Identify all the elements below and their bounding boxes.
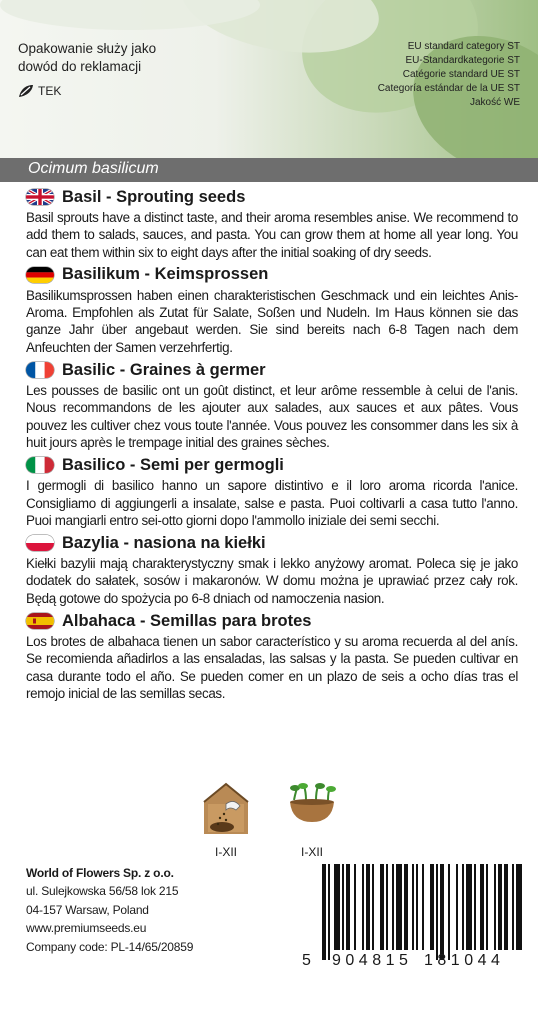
- germany-flag: [26, 267, 54, 283]
- notice-line: Opakowanie służy jako: [18, 41, 157, 56]
- language-section-pl: [26, 532, 518, 607]
- barcode-bar: [346, 864, 350, 950]
- barcode-bar: [386, 864, 388, 950]
- latin-name: Ocimum basilicum: [28, 160, 159, 177]
- barcode-bar: [486, 864, 488, 950]
- company-code: Company code: PL-14/65/20859: [26, 939, 194, 954]
- sowing-indoors-icon: [200, 780, 252, 836]
- barcode-bar: [322, 864, 326, 960]
- language-section-en: [26, 186, 518, 261]
- barcode-bar: [480, 864, 484, 950]
- section-title: Bazylia - nasiona na kiełki: [62, 533, 266, 552]
- tek-leaf-icon: [18, 84, 34, 98]
- barcode-bar: [430, 864, 434, 950]
- standard-line: Catégorie standard UE ST: [402, 69, 520, 80]
- standard-line: Jakość WE: [469, 97, 520, 108]
- section-text: Basilikumsprossen haben einen charakteristischen Geschmack und ein leichtes Anis-Aroma. Empfohlen als Zutat für Salate, Soßen und Nudeln. Im Haus können sie das ganze Jahr über angebaut werden. Sie sind bereits nach 6-8 Tagen nach dem Anfeuchten der Samen verzehrfertig.: [26, 287, 518, 355]
- uk-flag: [26, 189, 54, 205]
- barcode-bar: [380, 864, 384, 950]
- barcode-bar: [466, 864, 472, 950]
- barcode-bar: [328, 864, 330, 960]
- notice-line: dowód do reklamacji: [18, 59, 142, 74]
- description-list: [26, 186, 518, 705]
- barcode-bar: [404, 864, 408, 950]
- complaint-notice: [18, 40, 218, 76]
- barcode-bar: [512, 864, 514, 950]
- latin-name-bar: [0, 158, 538, 182]
- company-info: [26, 864, 193, 956]
- company-city: 04-157 Warsaw, Poland: [26, 902, 149, 917]
- eu-standard-list: [378, 40, 520, 110]
- barcode-bar: [362, 864, 364, 950]
- barcode-bar: [440, 864, 444, 960]
- barcode-bar: [504, 864, 508, 950]
- ean-barcode: [300, 864, 524, 970]
- barcode-bar: [416, 864, 418, 950]
- section-title: Basilico - Semi per germogli: [62, 455, 284, 474]
- sprouts-icon-group: [282, 780, 342, 859]
- section-text: Kiełki bazylii mają charakterystyczny smak i lekko anyżowy aromat. Poleca się je jako dodatek do sałatek, sosów i makaronów. W domu można je uprawiać przez cały rok. Będą gotowe do spożycia po 6-8 dniach od namoczenia nasion.: [26, 556, 518, 606]
- section-title: Basil - Sprouting seeds: [62, 187, 246, 206]
- barcode-bar: [354, 864, 356, 950]
- section-title: Albahaca - Semillas para brotes: [62, 611, 312, 630]
- section-text: I germogli di basilico hanno un sapore distintivo e il loro aroma ricorda l'anice. Consigliamo di aggiungerli a insalate, salse e pasta. Puoi coltivarli a casa tutto l'anno. Puoi mangiarli entro sei-otto giorni dopo l'ammollo iniziale dei semi secchi.: [26, 478, 518, 528]
- section-text: Les pousses de basilic ont un goût distinct, et leur arôme ressemble à celui de l'anis. Nous recommandons de les ajouter aux salades, aux sauces et aux pâtes. Vous pouvez les cultiver chez vous toute l'année. Vous pouvez les consommer dans les six à huit jours après le trempage initial des graines sèches.: [26, 383, 518, 450]
- sowing-icon-group: [196, 780, 256, 859]
- sprouts-period-label: I-XII: [300, 845, 323, 859]
- section-title: Basilikum - Keimsprossen: [62, 265, 269, 284]
- barcode-bar: [462, 864, 464, 950]
- barcode-bar: [448, 864, 450, 960]
- section-text: Los brotes de albahaca tienen un sabor característico y su aroma recuerda al del anís. Se recomienda añadirlos a las ensaladas, las salsas y la pasta. Se pueden cultivar en casa durante todo el año. Se pueden comer en un plazo de seis a ocho días tras el remojo inicial de las semillas secas.: [26, 634, 518, 701]
- barcode-bar: [494, 864, 496, 950]
- language-section-fr: [26, 359, 518, 451]
- cultivation-icons: [0, 780, 538, 860]
- barcode-left-digits: 904815: [332, 952, 413, 969]
- france-flag: [26, 362, 54, 378]
- company-website[interactable]: www.premiumseeds.eu: [26, 921, 147, 936]
- sowing-period-label: I-XII: [214, 845, 237, 859]
- barcode-bar: [498, 864, 502, 950]
- barcode-bar: [366, 864, 370, 950]
- header-banner: [0, 0, 538, 158]
- barcode-bar: [422, 864, 424, 950]
- standard-line: Categoría estándar de la UE ST: [377, 83, 520, 94]
- barcode-bar: [474, 864, 476, 950]
- language-section-de: [26, 264, 518, 356]
- barcode-bar: [342, 864, 344, 950]
- barcode-bar: [396, 864, 402, 950]
- poland-flag: [26, 535, 54, 551]
- barcode-first-digit: 5: [302, 952, 312, 969]
- barcode-bar: [456, 864, 458, 950]
- barcode-bar: [334, 864, 340, 950]
- barcode-bar: [392, 864, 394, 950]
- spain-flag: [26, 613, 54, 629]
- section-title: Basilic - Graines à germer: [62, 360, 266, 379]
- barcode-bar: [412, 864, 414, 950]
- barcode-bar: [516, 864, 522, 950]
- company-address: ul. Sulejkowska 56/58 lok 215: [26, 884, 179, 899]
- barcode-bar: [372, 864, 374, 950]
- company-name: World of Flowers Sp. z o.o.: [26, 866, 174, 880]
- barcode-bar: [436, 864, 438, 960]
- barcode-right-digits: 181044: [424, 952, 505, 969]
- sprouts-bowl-icon: [286, 780, 338, 836]
- tek-logo: [18, 84, 61, 98]
- section-text: Basil sprouts have a distinct taste, and their aroma resembles anise. We recommend to add them to salads, sauces, and pasta. You can grow them at home all year long. You can eat them within six to eight days after the initial soaking of dry seeds.: [26, 210, 518, 260]
- italy-flag: [26, 457, 54, 473]
- language-section-es: [26, 610, 518, 702]
- standard-line: EU standard category ST: [407, 41, 520, 52]
- standard-line: EU-Standardkategorie ST: [405, 55, 520, 66]
- language-section-it: [26, 454, 518, 529]
- tek-label: TEK: [38, 84, 62, 98]
